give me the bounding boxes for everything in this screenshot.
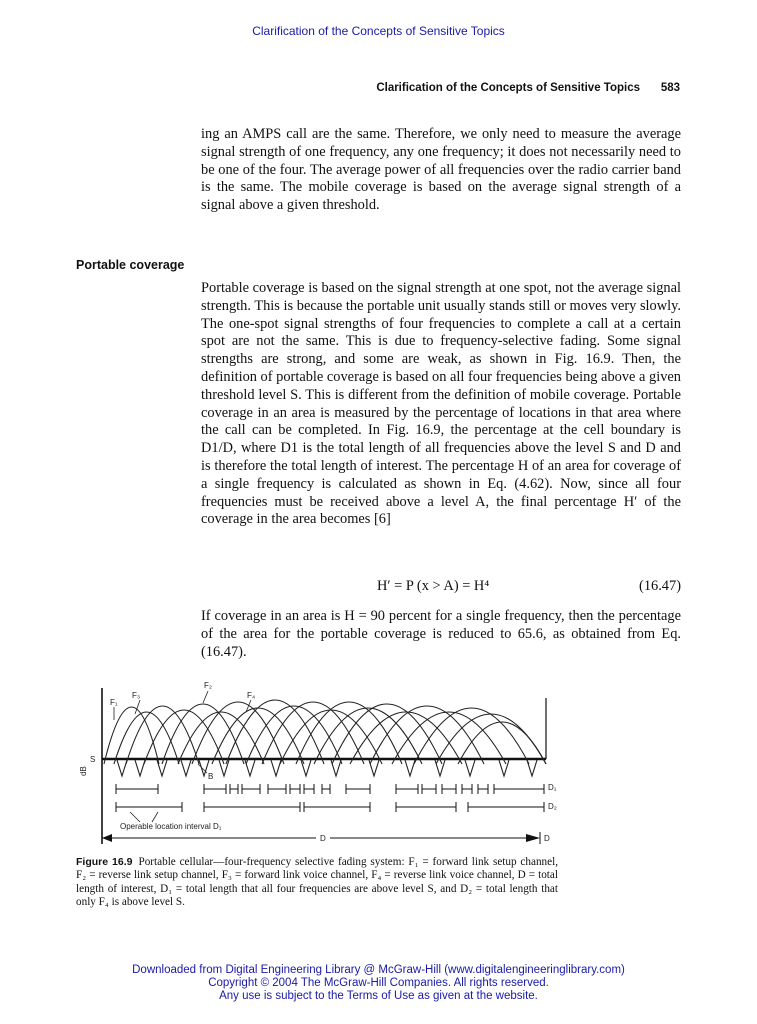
paragraph-1: ing an AMPS call are the same. Therefore, we only need to measure the average signal strength of one frequency, any one frequency; it does not necessarily need to be one of the four. The average power of all frequencies over the radio carrier band is the same. The mobile coverage is based on the average signal strength of a signal above a given threshold. [201,126,681,214]
fade-dip [271,760,281,776]
fade-dip [219,760,229,776]
fade-dip [465,760,475,776]
f2-label: F₂ [204,681,212,690]
page-number: 583 [660,82,680,94]
fading-arch [144,710,224,764]
fade-dip [405,760,415,776]
footer-download-notice[interactable]: Downloaded from Digital Engineering Library @ McGraw-Hill (www.digitalengineeringlibrary.com) [132,964,625,976]
fading-diagram [74,676,564,848]
fading-arch [104,707,159,764]
operable-pointer-1 [130,812,140,822]
footer-terms[interactable]: Any use is subject to the Terms of Use as given at the website. [219,990,538,1002]
d2-label: D₂ [548,802,557,811]
figure-caption-label: Figure 16.9 [76,856,133,868]
d-label-end: D [544,834,550,843]
operable-pointer-2 [152,812,158,822]
d-label-center: D [320,834,326,843]
fade-dip [499,760,509,776]
fading-arch [212,708,304,764]
d2-intervals [116,802,544,812]
d-arrowhead-right [526,834,540,842]
fading-arch [414,708,529,764]
threshold-label-s: S [90,755,96,764]
f2-pointer [203,691,208,703]
fading-arch [126,706,199,764]
equation-16-47 [201,578,681,598]
figure-16-9 [74,676,564,853]
paragraph-3: If coverage in an area is H = 90 percent for a single frequency, then the percentage of the area for the portable coverage is reduced to 65.6, as obtained from Eq. (16.47). [201,608,681,660]
paragraph-2: Portable coverage is based on the signal strength at one spot, not the average signal strength. This is because the portable unit usually stands still or moves very slowly. The one-spot signal strengths of four frequencies to complete a call at a certain spot are not the same. This is due to frequency-selective fading. Some signal strengths are strong, and some are weak, as shown in Fig. 16.9. Then, the definition of portable coverage is based on all four frequencies being above a given threshold level S. This is different from the definition of mobile coverage. Portable coverage in an area is measured by the percentage of locations in that area where the call can be completed. In Fig. 16.9, the percentage at the cell boundary is D1/D, where D1 is the total length of all frequencies above the level S and D and is therefore the total length of interest. The percentage H of an area for coverage of a single frequency is calculated as shown in Eq. (4.62). Now, since all four frequencies must be received above a level A, the final percentage H′ of the coverage in the area becomes [6] [201,280,681,528]
f4-label: F₄ [247,691,256,700]
fade-dip [117,760,127,776]
equation-number: (16.47) [639,578,681,594]
d1-intervals [116,784,544,794]
fade-dip [135,760,145,776]
side-heading-portable-coverage: Portable coverage [76,258,185,272]
f1-label: F₁ [110,698,118,707]
footer-copyright: Copyright © 2004 The McGraw-Hill Companies. All rights reserved. [208,977,549,989]
d1-label: D₁ [548,783,557,792]
d-arrowhead-left [102,834,112,842]
equation-body: H′ = P (x > A) = H⁴ [377,578,490,594]
operable-interval-label: Operable location interval D₁ [120,822,222,831]
figure-caption [76,856,558,910]
fading-arches [104,700,546,776]
point-label-b: B [208,772,214,781]
fading-arch [392,712,506,764]
footer [0,964,757,1003]
f3-label: F₃ [132,691,141,700]
top-banner: Clarification of the Concepts of Sensitive Topics [252,24,505,38]
fade-dip [301,760,311,776]
fade-dip [181,760,191,776]
figure-caption-text: Portable cellular—four-frequency selective fading system: F₁ = forward link setup channel, F₂ = reverse link setup channel, F₃ = forward link voice channel, F₄ = reverse link voice channel, D = total length of interest, D₁ = total length that all four frequencies are above level S, and D₂ = total length that only F₄ is above level S. [76,856,558,909]
running-head-title: Clarification of the Concepts of Sensitive Topics [376,82,640,94]
y-axis-label-db: dB [79,766,88,776]
